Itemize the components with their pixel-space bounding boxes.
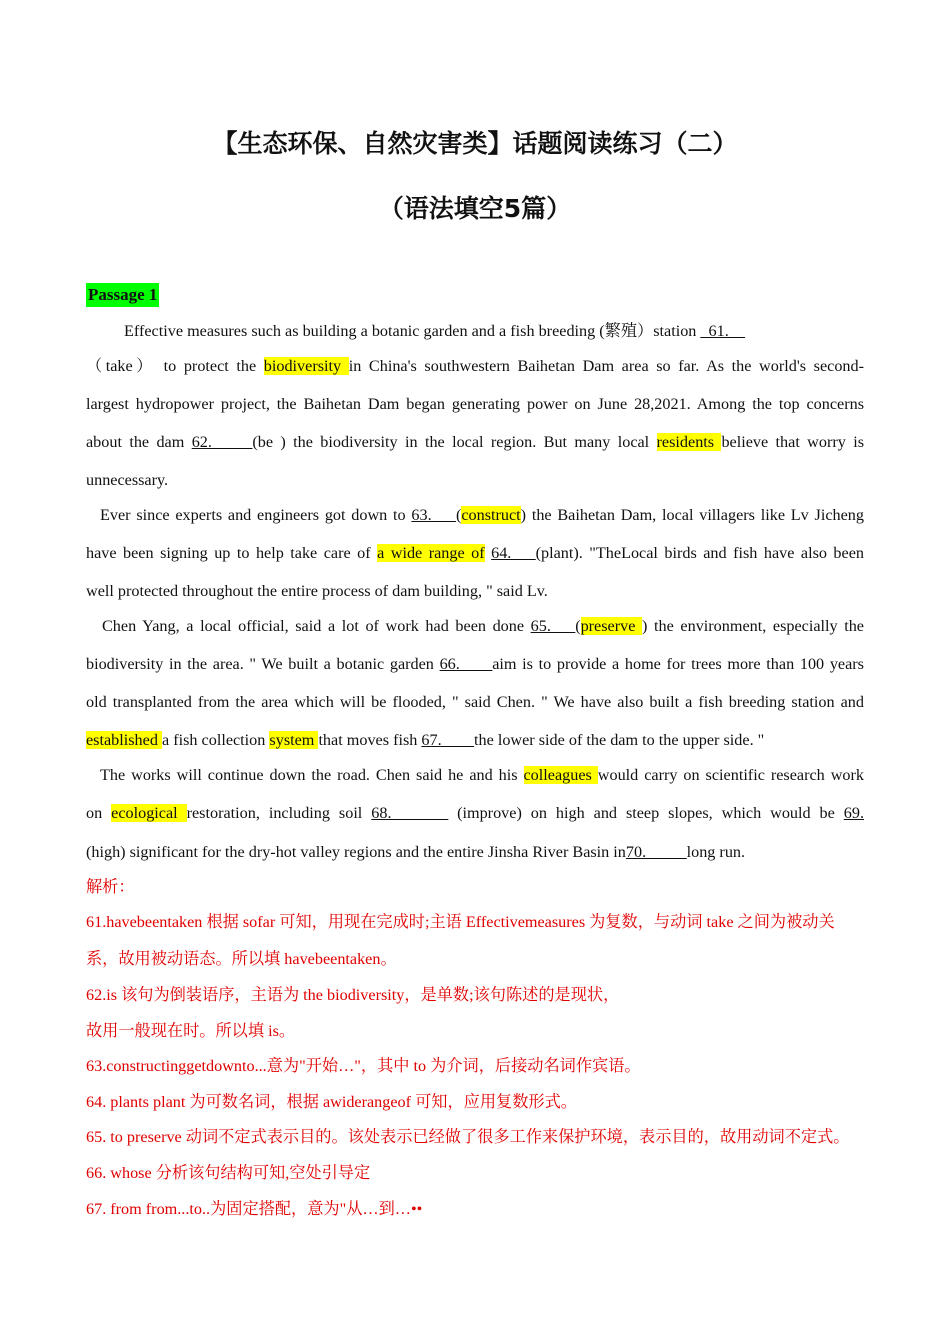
analysis-62-cont: 故用一般现在时。所以填 is。 [86,1022,296,1040]
blank-68[interactable]: 68._______ [371,804,449,822]
passage-line: biodiversity in the area. " We built a botanic garden 66.____aim is to provide a home for trees more than 100 years [86,655,864,673]
analysis-67: 67. from from...to..为固定搭配，意为"从…到…•• [86,1200,423,1218]
blank-69[interactable]: 69. [843,804,865,822]
passage-line: （take） to protect the biodiversity in China's southwestern Baihetan Dam area so far. As the world's second- [86,357,864,375]
blank-63[interactable]: 63.___ [411,506,456,524]
passage-line: unnecessary. [86,471,169,489]
passage-line: well protected throughout the entire process of dam building, " said Lv. [86,582,548,600]
passage-line: Ever since experts and engineers got down to 63.___(construct) the Baihetan Dam, local villagers like Lv Jicheng [100,506,864,524]
analysis-62: 62.is 该句为倒装语序，主语为 the biodiversity，是单数;该句陈述的是现状， [86,986,620,1004]
blank-61[interactable]: _61.__ [700,322,745,340]
analysis-66: 66. whose 分析该句结构可知,空处引导定 [86,1164,371,1182]
passage-line: The works will continue down the road. Chen said he and his colleagues would carry on scientific research work [100,766,864,784]
passage-line: have been signing up to help take care of a wide range of 64.___(plant). "TheLocal birds and fish have also been [86,544,864,562]
passage-line: old transplanted from the area which will be flooded, " said Chen. " We have also built a fish breeding station and [86,693,864,711]
passage-line: Effective measures such as building a botanic garden and a fish breeding (繁殖）station _61.__ [124,322,745,340]
blank-62[interactable]: 62._____ [191,433,253,451]
blank-66[interactable]: 66.____ [439,655,493,673]
blank-70[interactable]: 70._____ [625,843,687,861]
document-title: 【生态环保、自然灾害类】话题阅读练习（二） [212,129,738,158]
passage-line: established a fish collection system that moves fish 67.____the lower side of the dam to the upper side. " [86,731,765,749]
passage-line: Chen Yang, a local official, said a lot of work had been done 65.___(preserve ) the environment, especially the [102,617,864,635]
passage-line: largest hydropower project, the Baihetan Dam began generating power on June 28,2021. Among the top concerns [86,395,864,413]
analysis-63: 63.constructinggetdownto...意为"开始…"，其中 to 为介词，后接动名词作宾语。 [86,1057,641,1075]
passage-line: on ecological restoration, including soil 68._______ (improve) on high and steep slopes, which would be 69. [86,804,865,822]
passage-label: Passage 1 [86,283,159,307]
analysis-label: 解析： [86,878,135,896]
analysis-65: 65. to preserve 动词不定式表示目的。该处表示已经做了很多工作来保护环境，表示目的，故用动词不定式。 [86,1128,850,1146]
analysis-64: 64. plants plant 为可数名词，根据 awiderangeof 可知，应用复数形式。 [86,1093,577,1111]
analysis-61-cont: 系，故用被动语态。所以填 havebeentaken。 [86,950,397,968]
passage-line: (high) significant for the dry-hot valley regions and the entire Jinsha River Basin in70._____long run. [86,843,746,861]
document-subtitle: （语法填空5篇） [378,194,572,223]
blank-64[interactable]: 64.___ [491,544,536,562]
blank-65[interactable]: 65.___ [530,617,576,635]
analysis-61: 61.havebeentaken 根据 sofar 可知，用现在完成时;主语 Effectivemeasures 为复数，与动词 take 之间为被动关 [86,913,835,931]
blank-67[interactable]: 67.____ [421,731,475,749]
passage-line: about the dam 62._____(be ) the biodiversity in the local region. But many local residents believe that worry is [86,433,864,451]
